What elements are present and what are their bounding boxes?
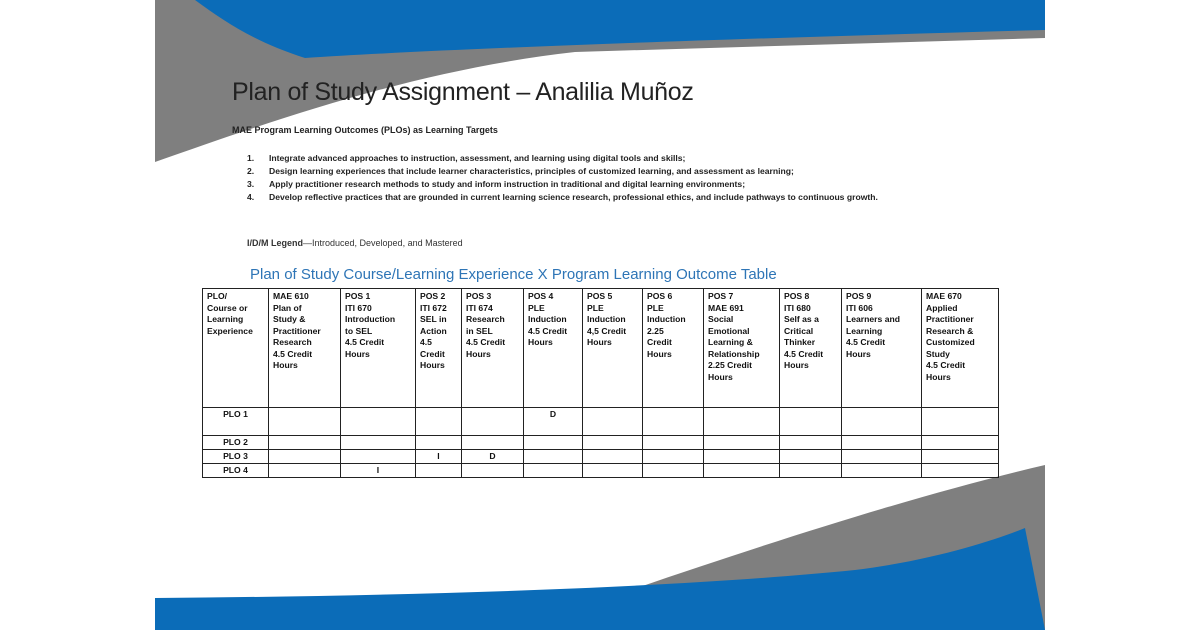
table-row bbox=[203, 450, 999, 464]
table-cell bbox=[269, 408, 341, 436]
table-cell bbox=[643, 408, 704, 436]
table-cell bbox=[583, 408, 643, 436]
table-cell: D bbox=[462, 450, 524, 464]
header-cell: MAE 670 Applied Practitioner Research & Customized Study 4.5 Credit Hours bbox=[922, 289, 999, 408]
table-cell bbox=[643, 464, 704, 478]
table-cell bbox=[704, 464, 780, 478]
page-title: Plan of Study Assignment – Analilia Muñoz bbox=[232, 78, 694, 106]
plo-text: Apply practitioner research methods to study and inform instruction in traditional and digital learning environments; bbox=[269, 179, 746, 189]
table-cell bbox=[416, 436, 462, 450]
plo-number: 4. bbox=[247, 192, 255, 202]
header-cell: POS 7 MAE 691 Social Emotional Learning & Relationship 2.25 Credit Hours bbox=[704, 289, 780, 408]
plo-number: 2. bbox=[247, 166, 255, 176]
header-cell: POS 2 ITI 672 SEL in Action 4.5 Credit Hours bbox=[416, 289, 462, 408]
table-cell bbox=[842, 464, 922, 478]
table-cell bbox=[341, 436, 416, 450]
plo-subtitle: MAE Program Learning Outcomes (PLOs) as Learning Targets bbox=[232, 125, 498, 135]
table-cell bbox=[780, 464, 842, 478]
table-cell bbox=[462, 408, 524, 436]
table-cell bbox=[842, 436, 922, 450]
header-cell: POS 3 ITI 674 Research in SEL 4.5 Credit Hours bbox=[462, 289, 524, 408]
table-cell bbox=[269, 436, 341, 450]
row-label: PLO 2 bbox=[203, 436, 269, 450]
table-title: Plan of Study Course/Learning Experience X Program Learning Outcome Table bbox=[250, 266, 777, 283]
row-label: PLO 1 bbox=[203, 408, 269, 436]
table-cell: I bbox=[416, 450, 462, 464]
table-cell bbox=[416, 408, 462, 436]
table-cell bbox=[922, 408, 999, 436]
header-cell: MAE 610 Plan of Study & Practitioner Research 4.5 Credit Hours bbox=[269, 289, 341, 408]
legend-text: —Introduced, Developed, and Mastered bbox=[303, 238, 463, 248]
table-cell bbox=[922, 464, 999, 478]
plo-course-table bbox=[202, 288, 999, 478]
table-cell bbox=[524, 464, 583, 478]
header-cell: POS 1 ITI 670 Introduction to SEL 4.5 Credit Hours bbox=[341, 289, 416, 408]
plo-number: 1. bbox=[247, 153, 255, 163]
table-cell bbox=[780, 408, 842, 436]
header-cell: POS 6 PLE Induction 2.25 Credit Hours bbox=[643, 289, 704, 408]
table-header-row bbox=[203, 289, 999, 408]
row-label: PLO 4 bbox=[203, 464, 269, 478]
table-cell bbox=[780, 450, 842, 464]
table-row bbox=[203, 408, 999, 436]
table-cell bbox=[842, 408, 922, 436]
table-cell bbox=[524, 436, 583, 450]
table-cell bbox=[341, 408, 416, 436]
table-cell bbox=[341, 450, 416, 464]
plo-text: Design learning experiences that include learner characteristics, principles of customized learning, and assessment as learning; bbox=[269, 166, 794, 176]
idm-legend bbox=[247, 238, 463, 248]
table-cell bbox=[922, 436, 999, 450]
table-cell bbox=[780, 436, 842, 450]
table-cell bbox=[524, 450, 583, 464]
table-cell bbox=[583, 464, 643, 478]
table-cell bbox=[842, 450, 922, 464]
table-cell bbox=[583, 436, 643, 450]
table-cell bbox=[416, 464, 462, 478]
header-cell: POS 5 PLE Induction 4,5 Credit Hours bbox=[583, 289, 643, 408]
table-cell bbox=[583, 450, 643, 464]
row-label: PLO 3 bbox=[203, 450, 269, 464]
table-cell bbox=[704, 436, 780, 450]
table-cell: I bbox=[341, 464, 416, 478]
plo-item bbox=[247, 178, 967, 191]
document-page bbox=[155, 0, 1045, 630]
table-cell bbox=[922, 450, 999, 464]
table-cell bbox=[269, 450, 341, 464]
table-row bbox=[203, 436, 999, 450]
header-cell: POS 4 PLE Induction 4.5 Credit Hours bbox=[524, 289, 583, 408]
plo-number: 3. bbox=[247, 179, 255, 189]
table-cell bbox=[269, 464, 341, 478]
table-cell bbox=[704, 450, 780, 464]
header-cell: PLO/ Course or Learning Experience bbox=[203, 289, 269, 408]
plo-text: Integrate advanced approaches to instruction, assessment, and learning using digital tools and skills; bbox=[269, 153, 686, 163]
plo-item bbox=[247, 165, 967, 178]
plo-item bbox=[247, 191, 967, 204]
plo-text: Develop reflective practices that are grounded in current learning science research, professional ethics, and include pathways to continuous growth. bbox=[269, 192, 878, 202]
header-cell: POS 9 ITI 606 Learners and Learning 4.5 Credit Hours bbox=[842, 289, 922, 408]
header-cell: POS 8 ITI 680 Self as a Critical Thinker 4.5 Credit Hours bbox=[780, 289, 842, 408]
table-cell bbox=[462, 464, 524, 478]
legend-label: I/D/M Legend bbox=[247, 238, 303, 248]
table-cell bbox=[643, 450, 704, 464]
table-row bbox=[203, 464, 999, 478]
table-cell bbox=[643, 436, 704, 450]
table-cell bbox=[462, 436, 524, 450]
plo-item bbox=[247, 152, 967, 165]
table-cell: D bbox=[524, 408, 583, 436]
table-cell bbox=[704, 408, 780, 436]
plo-list bbox=[247, 152, 967, 204]
